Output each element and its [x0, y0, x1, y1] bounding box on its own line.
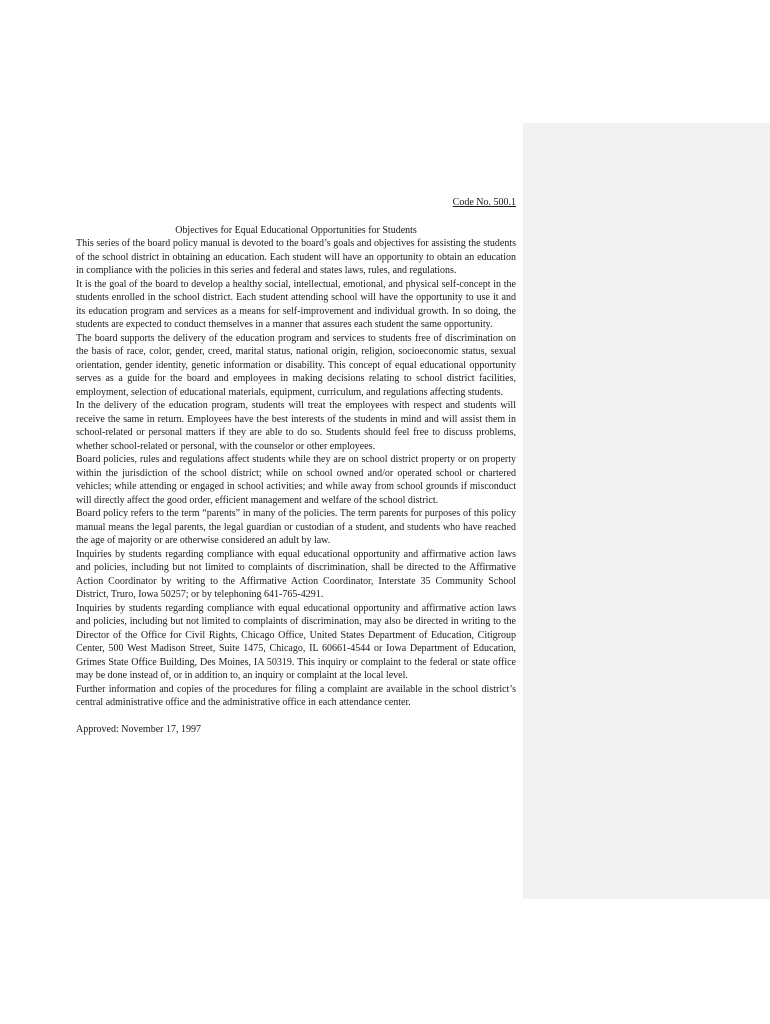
comment-pane [523, 123, 770, 899]
paragraph-7: Inquiries by students regarding compliance with equal educational opportunity and affirmative action laws and policies, including but not limited to complaints of discrimination, shall be directed to the Affirmative Action Coordinator by writing to the Affirmative Action Coordinator, Interstate 35 Community School District, Truro, Iowa 50257; or by telephoning 641-765-4291. [76, 548, 516, 600]
paragraph-5: Board policies, rules and regulations affect students while they are on school district property or on property within the jurisdiction of the school district; while on school owned and/or operated school or chartered vehicles; while attending or engaged in school activities; and while away from school grounds if misconduct will directly affect the good order, efficient management and welfare of the school district. [76, 454, 516, 506]
paragraph-8: Inquiries by students regarding compliance with equal educational opportunity and affirmative action laws and policies, including but not limited to complaints of discrimination, may also be directed in writing to the Director of the Office for Civil Rights, Chicago Office, United States Department of Education, Citigroup Center, 500 West Madison Street, Suite 1475, Chicago, IL 60661-4544 or Iowa Department of Education, Grimes State Office Building, Des Moines, IA 50319. This inquiry or complaint to the federal or state office may be done instead of, or in addition to, an inquiry or complaint at the local level. [76, 602, 516, 681]
paragraph-4: In the delivery of the education program, students will treat the employees with respect and students will receive the same in return. Employees have the best interests of the students in mind and will assist them in school-related or personal matters if they are able to do so. Students should feel free to discuss problems, whether school-related or personal, with the counselor or other employees. [76, 400, 516, 452]
document-page [76, 196, 516, 736]
code-number: Code No. 500.1 [452, 197, 516, 208]
paragraph-3: The board supports the delivery of the education program and services to students free of discrimination on the basis of race, color, gender, creed, marital status, national origin, religion, socioeconomic status, sexual orientation, gender identity, genetic information or disability. This concept of equal educational opportunity serves as a guide for the board and employees in making decisions relating to school district facilities, employment, selection of educational materials, equipment, curriculum, and regulations affecting students. [76, 332, 516, 398]
paragraph-9: Further information and copies of the procedures for filing a complaint are available in the school district’s central administrative office and the administrative office in each attendance center. [76, 683, 516, 708]
document-title: Objectives for Equal Educational Opportunities for Students [175, 224, 417, 236]
paragraph-1: This series of the board policy manual is devoted to the board’s goals and objectives for assisting the students of the school district in obtaining an education. Each student will have an opportunity to obtain an education in compliance with the policies in this series and federal and states laws, rules, and regulations. [76, 238, 516, 276]
paragraph-6: Board policy refers to the term “parents” in many of the policies. The term parents for purposes of this policy manual means the legal parents, the legal guardian or custodian of a student, and students who have reached the age of majority or are otherwise considered an adult by law. [76, 508, 516, 546]
approval-date: Approved: November 17, 1997 [76, 723, 201, 735]
paragraph-2: It is the goal of the board to develop a healthy social, intellectual, emotional, and physical self-concept in the students enrolled in the school district. Each student attending school will have the opportunity to use it and its education program and services as a means for self-improvement and individual growth. In so doing, the students are expected to conduct themselves in a manner that assures each student the same opportunity. [76, 278, 516, 330]
